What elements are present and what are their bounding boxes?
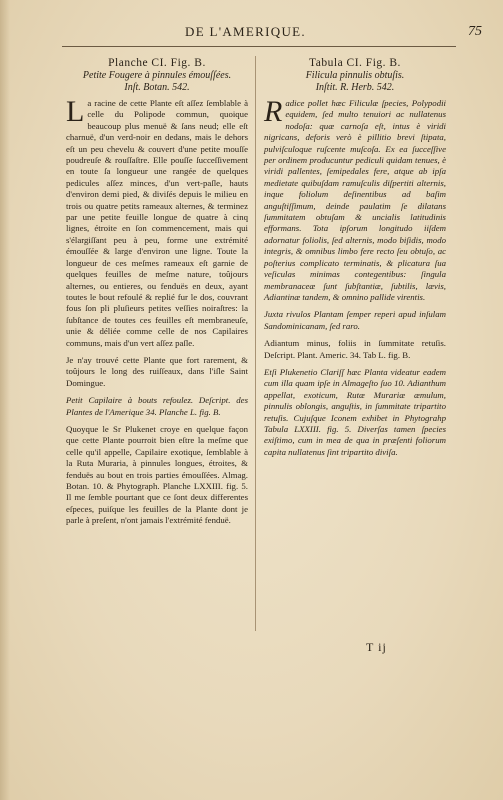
plate-title: Tabula CI. Fig. B. [309,57,401,69]
description-paragraph: Radice pollet hæc Filiculæ ſpecies, Polypodii equidem, ſed multo tenuiori ac nullatenus nodoſa: quæ carnoſa eſt, intus è viridi nigricans, deforis verò è pillitio brevi ſtipata, pulviſculoque ruſcente muſcoſa. Ex ea ſucceſſive per ordinem producuntur pediculi quidam tenues, è viridi pallentes, ſemipedales fere, atque ab ipſa medietate quibuſdam ramuſculis diſpertiti alternis, inque foliolum deſinentibus ad baſim anguſtiſſimum, deinde paulatim ſe dilatans ſummitatem obtuſam & uncialis latitudinis efformans. Tota ipſorum longitudo iiſdem adornatur foliolis, ſed alternis, modo biſidis, modo integris, & omnibus limbo fere recto ſeu obtuſo, ac poſterius complicato terminatis, & plicatura ſua veſiculas minimas contegentibus: ſingula membranaceæ ſunt ſubſtantiæ, ſubtilis, lævis, Adiantinæ tandem, & omnino pallide virentis. [264,95,446,302]
latin-column [264,56,446,464]
plate-subtitle: Filicula pinnulis obtuſis. [305,70,405,81]
habitat-paragraph: Juxta rivulos Plantam ſemper reperi apud inſulam Sandominicanam, ſed raro. [264,309,446,331]
page-header [0,24,503,44]
remark-paragraph: Etſi Plukenetio Clariſſ hæc Planta videatur eadem cum illa quam ipſe in Almageſto ſuo 10. Adianthum appellat, exoticum, Rutæ Murariæ æmulum, pinnulis oblongis, anguſtis, in ſummitate tripartito retuſis. Cujuſque Iconem exhibet in Phytograhp Tabula LXXIII. fig. 5. Diverſas tamen ſpecies exiſtimo, cum in mea de qua in præſenti foliorum capita nullatenus ſint tripartito diviſa. [264,366,446,457]
synonym-paragraph: Petit Capilaire à bouts refoulez. Deſcript. des Plantes de l'Amerique 34. Planche L. fig. B. [66,395,248,417]
french-column [66,56,248,533]
drop-cap: R [264,95,283,128]
habitat-paragraph: Je n'ay trouvé cette Plante que fort rarement, & toûjours le long des ruiſſeaux, dans l'iſle Saint Domingue. [66,354,248,388]
plate-title: Planche CI. Fig. B. [108,57,206,69]
description-paragraph: La racine de cette Plante eſt aſſez ſemblable à celle du Polipode commun, quoique beaucoup plus menuë & ſans neud; elle eſt charnuë, d'un verd-noir en dedans, mais le dehors eſt un peu chevelu & couvert d'une petite mouſſe poudreuſe & rouſſaſtre. Elle pouſſe ſucceſſivement en toute ſa longueur une rangée de quelques pedicules aſſez minces, d'un vert-paſle, hauts d'environ demi pied, & diviſés depuis le milieu en trois ou quatre petits rameaux alternes, & terminez par une petite feuille longue de quatre à cinq lignes, étroite en ſon commencement, mais qui s'élargiſſant peu à peu, forme une extrémité émouſſée & large d'environ une ligne. Toute la longueur de ces meſmes rameaux eſt garnie de quelques feuilles de meſme nature, toûjours alternes, ou entieres, ou fenduës en deux, ayant toutes le bout refoulé & replié fur le dos, couvrant fous ſon pli pluſieurs petites veſſies noiraſtres: la ſubſtance de toutes ces feuilles eſt membraneuſe, unie & déliée comme celle de nos Capilaires communs, mais d'un vert aſſez paſle. [66,95,248,348]
signature-mark: T ij [366,640,387,654]
running-head: DE L'AMERIQUE. [185,24,306,39]
column-divider [255,56,256,631]
remark-paragraph: Quoyque le Sr Plukenet croye en quelque façon que cette Plante pourroit bien eſtre la meſme que celle qu'il appelle, Capilaire exotique, ſemblable à la Ruta Muraria, à pinnules longues, étroites, & fenduës au bout en trois parties émouſſées. Almag. Botan. 10. & Phytograph. Planche LXXIII. fig. 5. Il me ſemble pourtant que ce ſont deux differentes eſpeces, puiſque les feuilles de la Plante dont je parle à preſent, n'ont jamais l'extrémité fenduë. [66,423,248,526]
synonym-paragraph: Adiantum minus, foliis in ſummitate retuſis. Deſcript. Plant. Americ. 34. Tab L. fig. B. [264,338,446,360]
header-rule [62,46,456,47]
plate-reference: Inſt. Botan. 542. [124,82,190,93]
page-number: 75 [468,24,482,39]
plate-subtitle: Petite Fougere à pinnules émouſſées. [82,70,232,81]
page-gutter-shadow [0,0,10,800]
drop-cap: L [66,95,85,128]
plate-reference: Inſtit. R. Herb. 542. [315,82,395,93]
